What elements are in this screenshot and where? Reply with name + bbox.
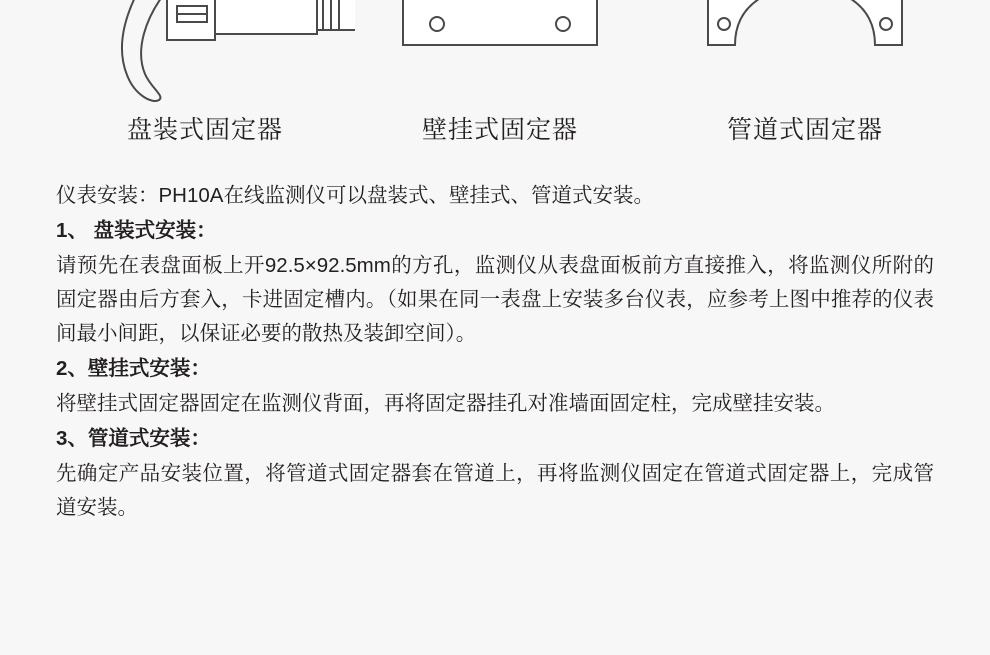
intro-paragraph: 仪表安装：PH10A在线监测仪可以盘装式、壁挂式、管道式安装。 xyxy=(56,184,654,207)
section-1-title: 1、 盘装式安装： xyxy=(56,219,217,242)
figure-pipe-mount xyxy=(680,0,930,147)
figure-caption: 盘装式固定器 xyxy=(126,117,283,144)
section-2-title: 2、壁挂式安装： xyxy=(56,357,211,380)
section-2-text: 将壁挂式固定器固定在监测仪背面，再将固定器挂孔对准墙面固定柱，完成壁挂安装。 xyxy=(56,392,835,415)
section-1-text: 请预先在表盘面板上开92.5×92.5mm的方孔，监测仪从表盘面板前方直接推入，将监测仪所附的固定器由后方套入，卡进固定槽内。（如果在同一表盘上安装多台仪表，应参考上图中推荐的仪表间最小间距，以保证必要的散热及装卸空间）。 xyxy=(56,254,934,345)
panel-mount-bracket-illustration xyxy=(55,0,355,115)
pipe-mount-bracket-illustration xyxy=(680,0,930,115)
figure-panel-mount xyxy=(55,0,355,147)
figure-wall-mount xyxy=(375,0,625,147)
section-3-title: 3、管道式安装： xyxy=(56,427,211,450)
figure-caption: 壁挂式固定器 xyxy=(421,117,578,144)
section-3-text: 先确定产品安装位置，将管道式固定器套在管道上，再将监测仪固定在管道式固定器上，完成管道安装。 xyxy=(56,462,934,519)
figure-row xyxy=(0,0,990,165)
instruction-text-block xyxy=(0,165,990,525)
figure-caption: 管道式固定器 xyxy=(726,117,883,144)
wall-mount-bracket-illustration xyxy=(375,0,625,115)
